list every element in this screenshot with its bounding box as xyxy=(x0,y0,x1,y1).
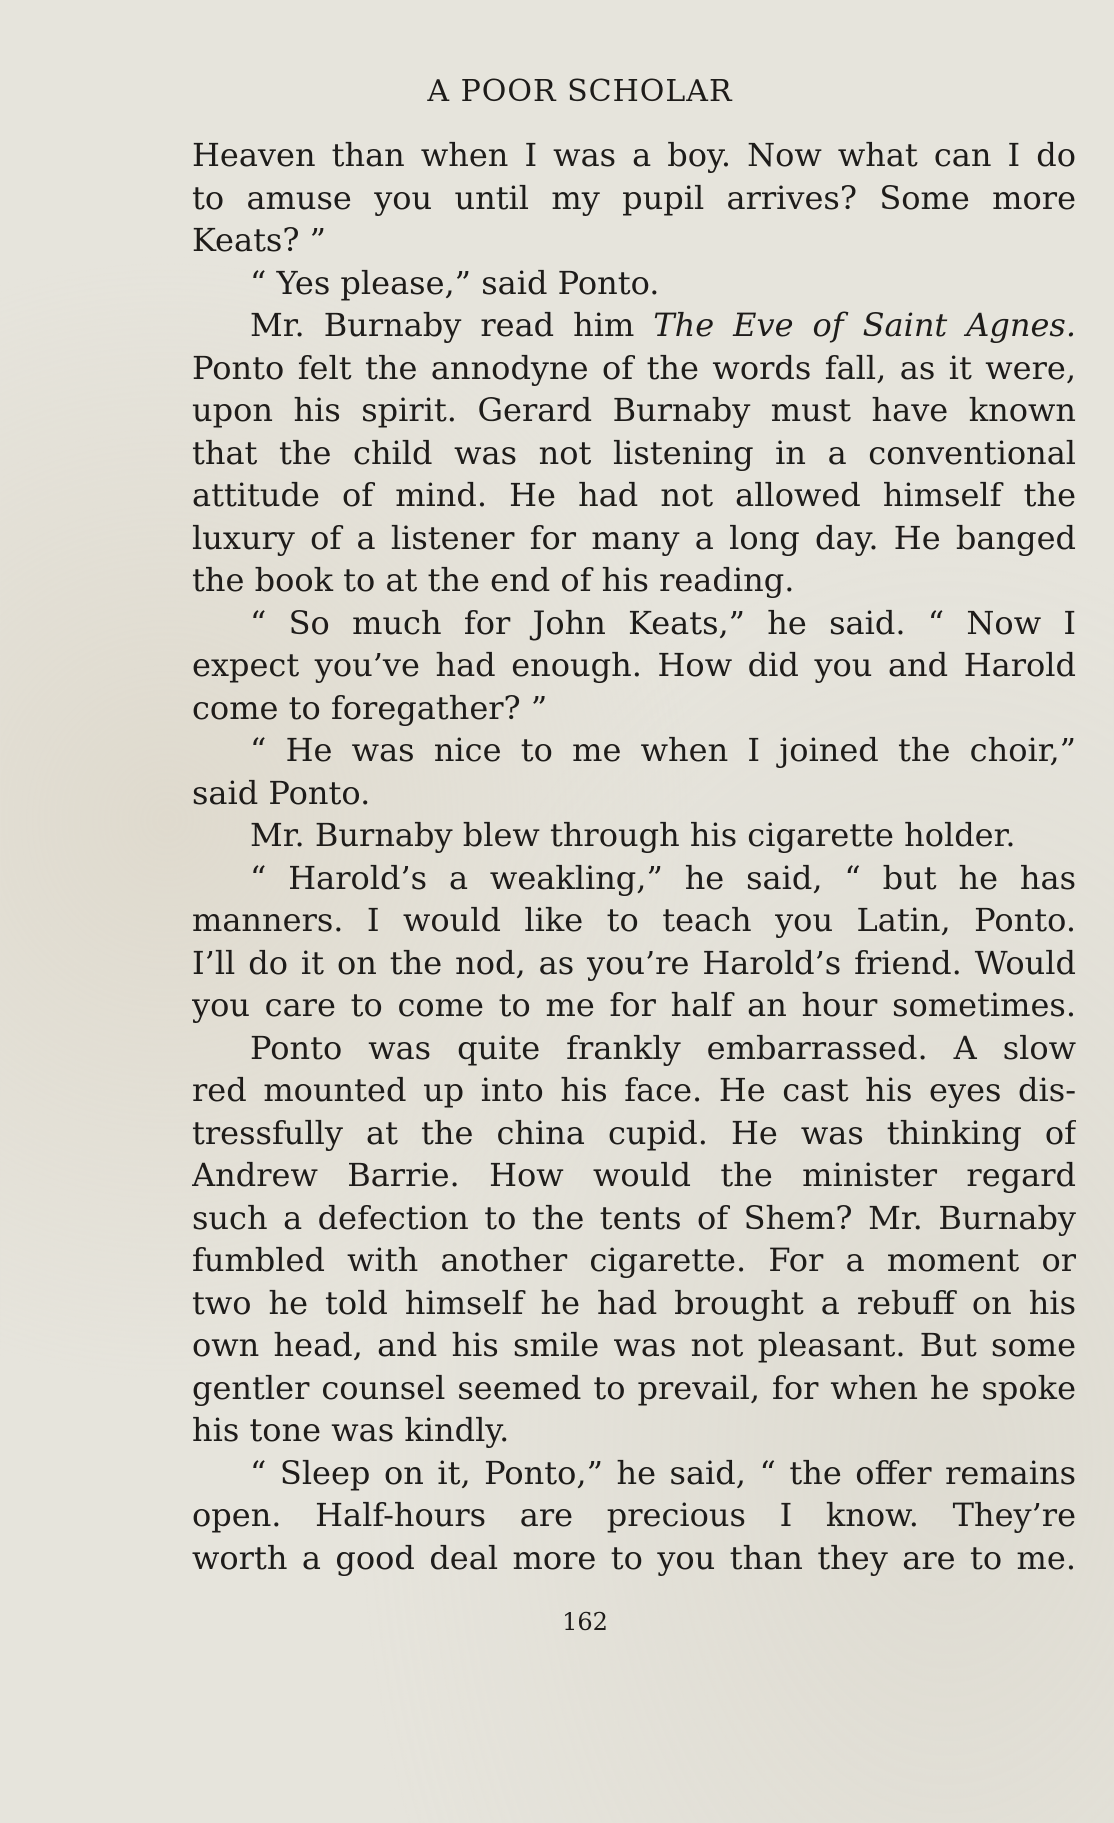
text-line: “ Harold’s a weakling,” he said, “ but he has xyxy=(250,858,1076,897)
text-line: fumbled with another cigarette. For a moment or xyxy=(192,1241,1076,1279)
text-line: Keats? ” xyxy=(192,221,327,259)
text-line: Heaven than when I was a boy. Now what can I do xyxy=(192,136,1076,174)
body-text xyxy=(192,134,1076,1579)
text-line: I’ll do it on the nod, as you’re Harold’s friend. Would xyxy=(192,943,1076,982)
text-line: tressfully at the china cupid. He was thinking of xyxy=(192,1113,1076,1152)
text-line: red mounted up into his face. He cast his eyes dis- xyxy=(192,1071,1076,1109)
text-line-roman: Mr. Burnaby read him xyxy=(250,306,654,344)
running-head: A POOR SCHOLAR xyxy=(427,74,733,109)
text-line: such a defection to the tents of Shem? Mr. Burnaby xyxy=(192,1198,1076,1237)
poem-title: The Eve of Saint Agnes. xyxy=(653,306,1076,344)
text-line: Mr. Burnaby blew through his cigarette holder. xyxy=(250,816,1016,854)
text-line: Ponto felt the annodyne of the words fall, as it were, xyxy=(192,348,1076,387)
page-number: 162 xyxy=(562,1608,608,1636)
text-line: open. Half-hours are precious I know. They’re xyxy=(192,1496,1076,1534)
text-line: said Ponto. xyxy=(192,773,371,812)
text-line: “ Yes please,” said Ponto. xyxy=(250,263,660,302)
text-line: worth a good deal more to you than they are to me. xyxy=(192,1538,1076,1577)
text-line: two he told himself he had brought a rebuff on his xyxy=(192,1283,1076,1322)
text-line: “ So much for John Keats,” he said. “ Now I xyxy=(250,603,1076,642)
text-line: Ponto was quite frankly embarrassed. A slow xyxy=(250,1028,1076,1067)
text-line: expect you’ve had enough. How did you and Harold xyxy=(192,646,1076,684)
text-line: upon his spirit. Gerard Burnaby must have known xyxy=(192,391,1076,429)
text-line xyxy=(192,304,1076,347)
text-line: that the child was not listening in a conventional xyxy=(192,433,1076,472)
text-line: come to foregather? ” xyxy=(192,688,548,727)
text-line: the book to at the end of his reading. xyxy=(192,561,795,599)
text-line: gentler counsel seemed to prevail, for when he spoke xyxy=(192,1368,1076,1407)
text-line: “ Sleep on it, Ponto,” he said, “ the offer remains xyxy=(250,1453,1076,1492)
text-line: luxury of a listener for many a long day. He banged xyxy=(192,518,1076,557)
text-line: Andrew Barrie. How would the minister regard xyxy=(192,1156,1076,1194)
text-line: “ He was nice to me when I joined the choir,” xyxy=(250,731,1076,769)
text-line: to amuse you until my pupil arrives? Some more xyxy=(192,178,1076,217)
text-line: his tone was kindly. xyxy=(192,1411,510,1449)
text-line: you care to come to me for half an hour sometimes. xyxy=(192,986,1076,1024)
text-line: manners. I would like to teach you Latin, Ponto. xyxy=(192,901,1076,939)
text-line: own head, and his smile was not pleasant. But some xyxy=(192,1326,1076,1364)
text-line: attitude of mind. He had not allowed himself the xyxy=(192,476,1076,514)
